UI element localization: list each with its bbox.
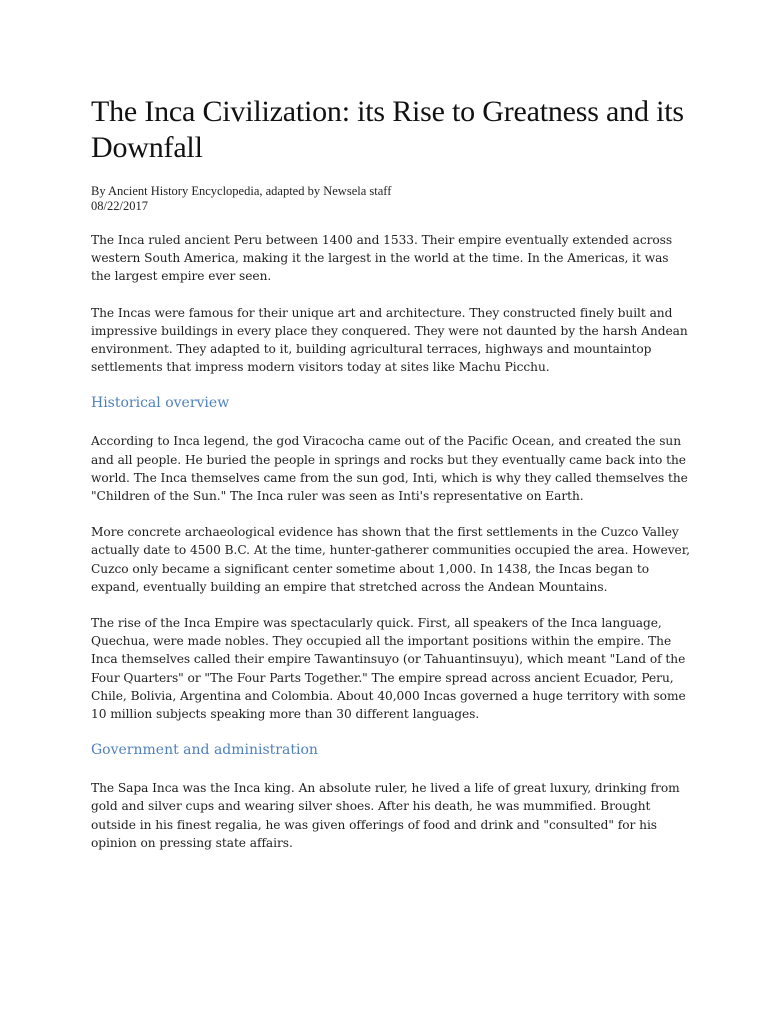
paragraph-historical-2: More concrete archaeological evidence has shown that the first settlements in the Cuzco Valley actually date to 4500 B.C. At the time, hunter-gatherer communities occupied the area. However, Cuzco only became a significant center sometime about 1,000. In 1438, the Incas began to expand, eventually building an empire that stretched across the Andean Mountains. <box>91 525 690 594</box>
article-page <box>91 94 691 870</box>
paragraph-intro-1: The Inca ruled ancient Peru between 1400 and 1533. Their empire eventually extended across western South America, making it the largest in the world at the time. In the Americas, it was the largest empire ever seen. <box>91 233 673 284</box>
section-heading-historical-overview: Historical overview <box>91 395 230 412</box>
paragraph-intro-2: The Incas were famous for their unique art and architecture. They constructed finely built and impressive buildings in every place they conquered. They were not daunted by the harsh Andean environment. They adapted to it, building agricultural terraces, highways and mountaintop settlements that impress modern visitors today at sites like Machu Picchu. <box>91 305 688 375</box>
paragraph-government-1: The Sapa Inca was the Inca king. An absolute ruler, he lived a life of great luxury, drinking from gold and silver cups and wearing silver shoes. After his death, he was mummified. Brought outside in his finest regalia, he was given offerings of food and drink and "consulted" for his opinion on pressing state affairs. <box>91 781 680 850</box>
article-byline-block <box>91 184 691 214</box>
paragraph-historical-3: The rise of the Inca Empire was spectacularly quick. First, all speakers of the Inca language, Quechua, were made nobles. They occupied all the important positions within the empire. The Inca themselves called their empire Tawantinsuyo (or Tahuantinsuyu), which meant "Land of the Four Quarters" or "The Four Parts Together." The empire spread across ancient Ecuador, Peru, Chile, Bolivia, Argentina and Colombia. About 40,000 Incas governed a huge territory with some 10 million subjects speaking more than 30 different languages. <box>91 616 686 722</box>
article-date: 08/22/2017 <box>91 199 148 213</box>
section-heading-government-administration: Government and administration <box>91 742 318 759</box>
article-title: The Inca Civilization: its Rise to Greatness and its Downfall <box>91 95 684 164</box>
article-byline: By Ancient History Encyclopedia, adapted by Newsela staff <box>91 184 392 198</box>
paragraph-historical-1: According to Inca legend, the god Viracocha came out of the Pacific Ocean, and created the sun and all people. He buried the people in springs and rocks but they eventually came back into the world. The Inca themselves came from the sun god, Inti, which is why they called themselves the "Children of the Sun." The Inca ruler was seen as Inti's representative on Earth. <box>91 434 688 504</box>
